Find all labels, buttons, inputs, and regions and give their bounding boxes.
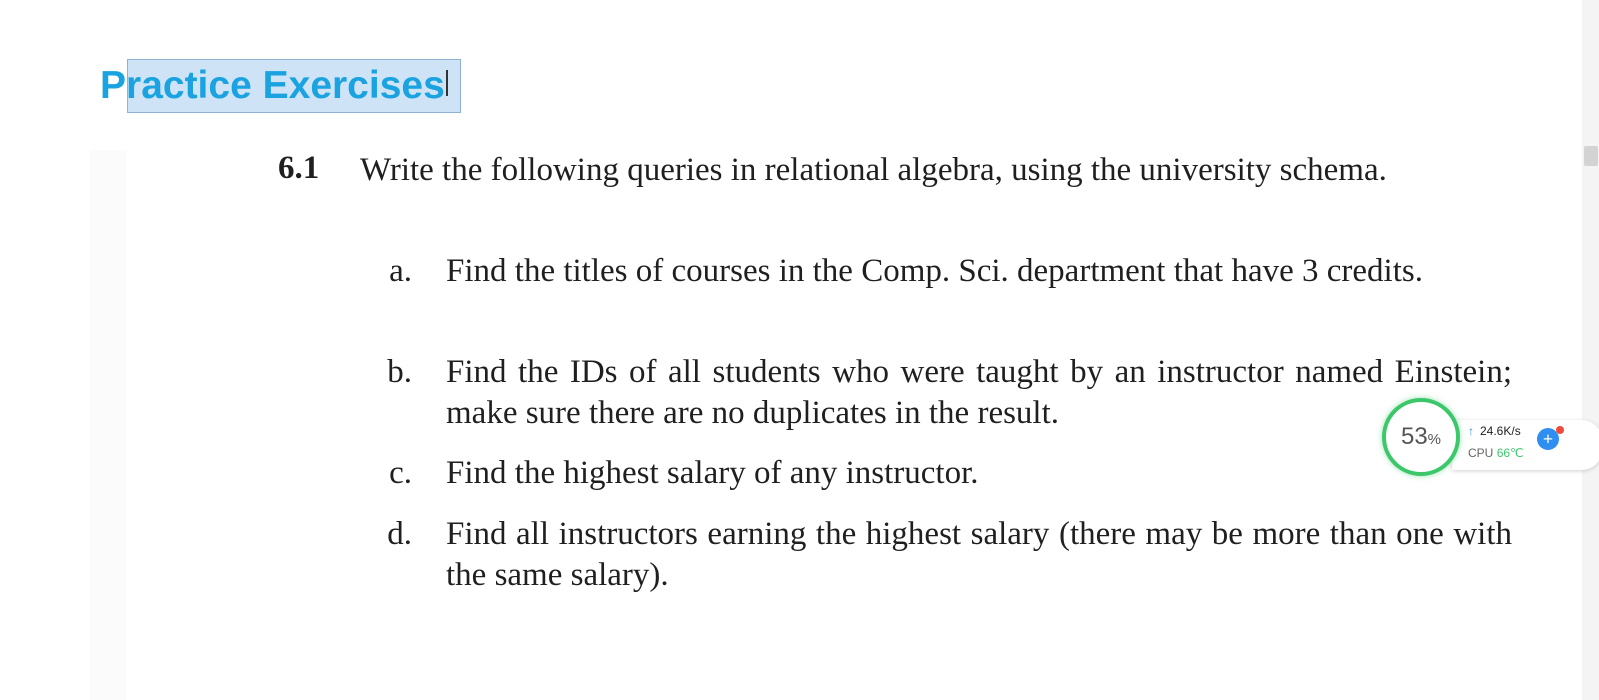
notification-dot-icon bbox=[1556, 426, 1564, 434]
cpu-status bbox=[1468, 446, 1524, 460]
text-cursor bbox=[446, 70, 448, 96]
system-monitor-widget[interactable] bbox=[1382, 398, 1599, 484]
page-shadow-left bbox=[90, 150, 126, 700]
heading-prefix: P bbox=[100, 64, 127, 107]
monitor-stats-panel[interactable] bbox=[1452, 420, 1599, 470]
list-item-label: a. bbox=[389, 253, 412, 289]
network-speed bbox=[1468, 424, 1521, 438]
list-item-text: Find the highest salary of any instructor. bbox=[446, 455, 979, 491]
list-item-text: Find all instructors earning the highest salary (there may be more than one with the same salary). bbox=[446, 516, 1512, 593]
usage-gauge[interactable] bbox=[1382, 398, 1460, 476]
cpu-temperature: 66℃ bbox=[1496, 446, 1524, 460]
section-heading-container bbox=[100, 58, 445, 114]
list-item-label: c. bbox=[389, 455, 412, 491]
list-item-label: d. bbox=[387, 516, 412, 552]
exercise-text: Write the following queries in relational algebra, using the university schema. bbox=[360, 152, 1387, 188]
cpu-label: CPU bbox=[1468, 446, 1494, 460]
upload-arrow-icon: ↑ bbox=[1468, 424, 1474, 438]
list-item-label: b. bbox=[387, 354, 412, 390]
upload-speed: 24.6K/s bbox=[1480, 424, 1521, 438]
scrollbar-thumb[interactable] bbox=[1584, 146, 1598, 166]
list-item-text: Find the titles of courses in the Comp. Sci. department that have 3 credits. bbox=[446, 253, 1423, 289]
add-icon[interactable]: + bbox=[1537, 428, 1559, 450]
vertical-scrollbar[interactable] bbox=[1582, 0, 1599, 700]
exercise-number: 6.1 bbox=[278, 150, 320, 186]
section-heading[interactable] bbox=[100, 58, 445, 114]
usage-unit: % bbox=[1427, 431, 1442, 448]
heading-selected-text: ractice Exercises bbox=[126, 64, 445, 107]
list-item-text: Find the IDs of all students who were taught by an instructor named Einstein; make sure there are no duplicates in the result. bbox=[446, 354, 1512, 431]
usage-value: 53 bbox=[1400, 423, 1428, 450]
